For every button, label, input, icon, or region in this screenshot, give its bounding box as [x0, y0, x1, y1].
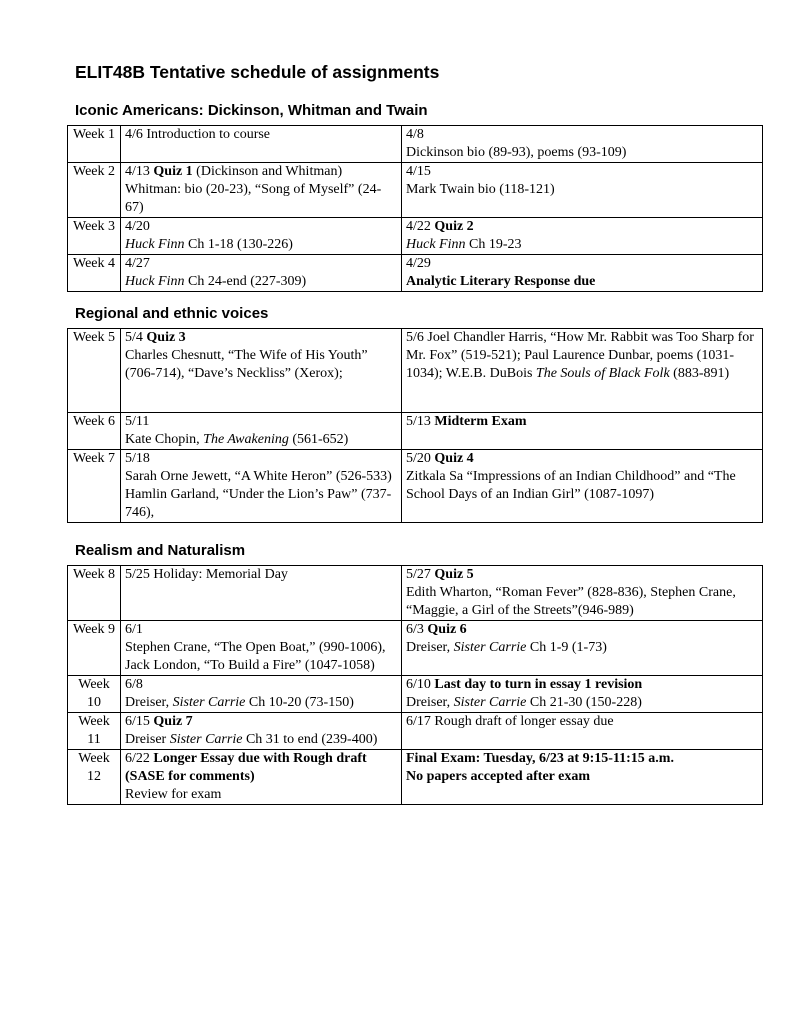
assignment-cell-second-class: 5/13 Midterm Exam	[402, 413, 763, 450]
schedule-table-iconic-americans	[67, 125, 763, 292]
assignment-cell-second-class: 6/10 Last day to turn in essay 1 revision Dreiser, Sister Carrie Ch 21-30 (150-228)	[402, 676, 763, 713]
assignment-cell-second-class: 4/29 Analytic Literary Response due	[402, 255, 763, 292]
assignment-cell-first-class: 5/4 Quiz 3 Charles Chesnutt, “The Wife of His Youth” (706-714), “Dave’s Neckliss” (Xerox);	[121, 329, 402, 413]
assignment-cell-second-class: 6/3 Quiz 6 Dreiser, Sister Carrie Ch 1-9 (1-73)	[402, 621, 763, 676]
assignment-cell-second-class: 5/27 Quiz 5 Edith Wharton, “Roman Fever” (828-836), Stephen Crane, “Maggie, a Girl of the Streets”(946-989)	[402, 566, 763, 621]
week-cell: Week 9	[68, 621, 121, 676]
section-heading-realism-naturalism: Realism and Naturalism	[75, 542, 246, 559]
week-cell: Week 6	[68, 413, 121, 450]
schedule-row	[68, 163, 763, 218]
schedule-row	[68, 413, 763, 450]
week-cell: Week 8	[68, 566, 121, 621]
assignment-cell-second-class: 6/17 Rough draft of longer essay due	[402, 713, 763, 750]
schedule-row	[68, 676, 763, 713]
week-cell: Week 2	[68, 163, 121, 218]
assignment-cell-second-class: 5/20 Quiz 4 Zitkala Sa “Impressions of an Indian Childhood” and “The School Days of an Indian Girl” (1087-1097)	[402, 450, 763, 523]
schedule-row	[68, 450, 763, 523]
assignment-cell-first-class: 5/18 Sarah Orne Jewett, “A White Heron” (526-533) Hamlin Garland, “Under the Lion’s Paw” (737-746),	[121, 450, 402, 523]
week-cell: Week 10	[68, 676, 121, 713]
document-title: ELIT48B Tentative schedule of assignments	[75, 62, 440, 82]
schedule-row	[68, 713, 763, 750]
assignment-cell-first-class: 4/13 Quiz 1 (Dickinson and Whitman) Whitman: bio (20-23), “Song of Myself” (24-67)	[121, 163, 402, 218]
section-heading-regional-ethnic: Regional and ethnic voices	[75, 305, 269, 322]
week-cell: Week 3	[68, 218, 121, 255]
assignment-cell-first-class: 6/22 Longer Essay due with Rough draft (SASE for comments) Review for exam	[121, 750, 402, 805]
section-heading-iconic-americans: Iconic Americans: Dickinson, Whitman and Twain	[75, 102, 428, 119]
schedule-row	[68, 329, 763, 413]
schedule-table-realism-naturalism	[67, 565, 763, 805]
assignment-cell-first-class: 5/25 Holiday: Memorial Day	[121, 566, 402, 621]
week-cell: Week 4	[68, 255, 121, 292]
assignment-cell-second-class: 4/22 Quiz 2 Huck Finn Ch 19-23	[402, 218, 763, 255]
schedule-row	[68, 621, 763, 676]
assignment-cell-first-class: 6/1 Stephen Crane, “The Open Boat,” (990-1006), Jack London, “To Build a Fire” (1047-1058)	[121, 621, 402, 676]
schedule-table-regional-ethnic	[67, 328, 763, 523]
schedule-row	[68, 255, 763, 292]
week-cell: Week 7	[68, 450, 121, 523]
assignment-cell-second-class: 4/15 Mark Twain bio (118-121)	[402, 163, 763, 218]
assignment-cell-first-class: 4/6 Introduction to course	[121, 126, 402, 163]
schedule-row	[68, 566, 763, 621]
assignment-cell-first-class: 6/8 Dreiser, Sister Carrie Ch 10-20 (73-150)	[121, 676, 402, 713]
week-cell: Week 12	[68, 750, 121, 805]
assignment-cell-first-class: 6/15 Quiz 7 Dreiser Sister Carrie Ch 31 to end (239-400)	[121, 713, 402, 750]
week-cell: Week 11	[68, 713, 121, 750]
schedule-row	[68, 218, 763, 255]
week-cell: Week 1	[68, 126, 121, 163]
assignment-cell-second-class: Final Exam: Tuesday, 6/23 at 9:15-11:15 a.m. No papers accepted after exam	[402, 750, 763, 805]
schedule-row	[68, 750, 763, 805]
schedule-row	[68, 126, 763, 163]
assignment-cell-first-class: 5/11 Kate Chopin, The Awakening (561-652)	[121, 413, 402, 450]
week-cell: Week 5	[68, 329, 121, 413]
assignment-cell-first-class: 4/27 Huck Finn Ch 24-end (227-309)	[121, 255, 402, 292]
assignment-cell-first-class: 4/20 Huck Finn Ch 1-18 (130-226)	[121, 218, 402, 255]
assignment-cell-second-class: 4/8 Dickinson bio (89-93), poems (93-109)	[402, 126, 763, 163]
assignment-cell-second-class: 5/6 Joel Chandler Harris, “How Mr. Rabbit was Too Sharp for Mr. Fox” (519-521); Paul Laurence Dunbar, poems (1031-1034); W.E.B. DuBois The Souls of Black Folk (883-891)	[402, 329, 763, 413]
